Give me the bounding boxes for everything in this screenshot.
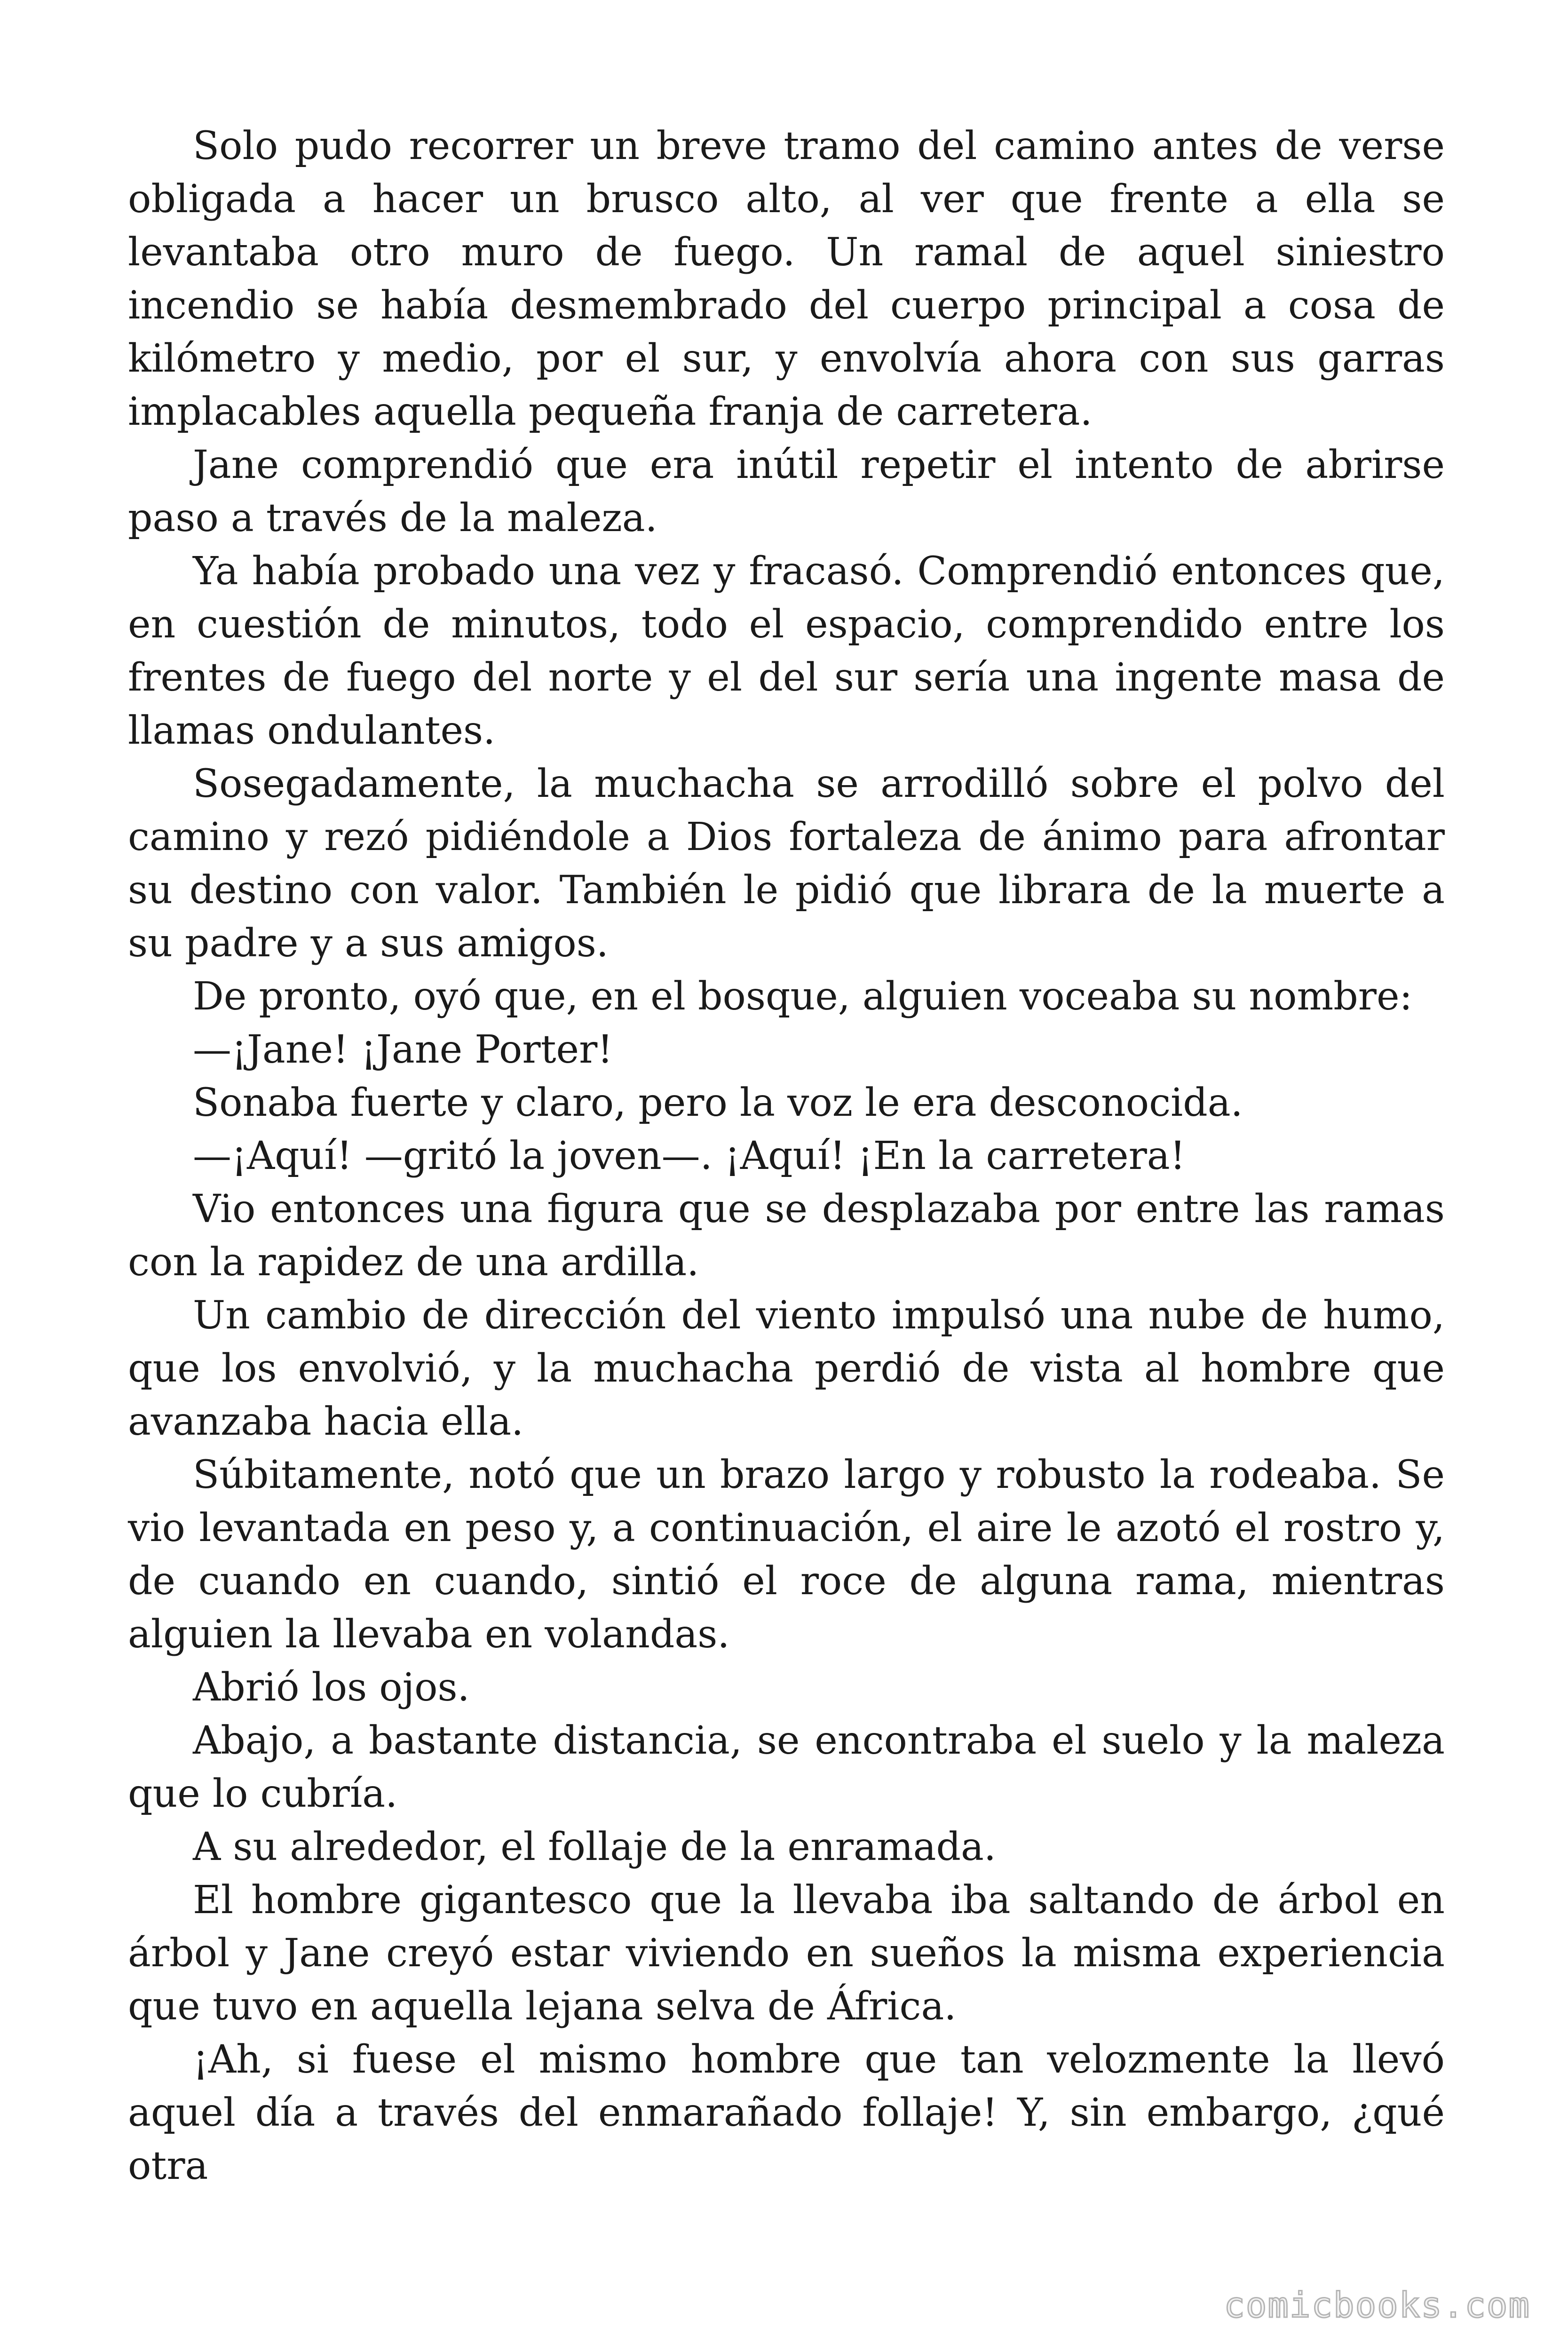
paragraph-3: Ya había probado una vez y fracasó. Comprendió entonces que, en cuestión de minutos, todo el espacio, comprendido entre los frentes de fuego del norte y el del sur sería una ingente masa de llamas ondulantes. [128, 549, 1445, 753]
paragraph-8: —¡Aquí! —gritó la joven—. ¡Aquí! ¡En la carretera! [193, 1134, 1186, 1178]
paragraph-10: Un cambio de dirección del viento impulsó una nube de humo, que los envolvió, y la muchacha perdió de vista al hombre que avanzaba hacia ella. [128, 1293, 1445, 1444]
paragraph-15: El hombre gigantesco que la llevaba iba saltando de árbol en árbol y Jane creyó estar viviendo en sueños la misma experiencia que tuvo en aquella lejana selva de África. [128, 1878, 1445, 2029]
paragraph-9: Vio entonces una figura que se desplazaba por entre las ramas con la rapidez de una ardilla. [128, 1187, 1445, 1285]
paragraph-14: A su alrededor, el follaje de la enramada. [193, 1825, 996, 1869]
watermark: comicbooks.com [1224, 2285, 1530, 2326]
paragraph-5: De pronto, oyó que, en el bosque, alguien voceaba su nombre: [193, 974, 1413, 1019]
paragraph-7: Sonaba fuerte y claro, pero la voz le era desconocida. [193, 1081, 1243, 1125]
paragraph-16: ¡Ah, si fuese el mismo hombre que tan velozmente la llevó aquel día a través del enmarañado follaje! Y, sin embargo, ¿qué otra [128, 2037, 1445, 2188]
paragraph-12: Abrió los ojos. [193, 1665, 470, 1710]
body-text [128, 119, 1445, 2193]
paragraph-11: Súbitamente, notó que un brazo largo y robusto la rodeaba. Se vio levantada en peso y, a continuación, el aire le azotó el rostro y, de cuando en cuando, sintió el roce de alguna rama, mientras alguien la llevaba en volandas. [128, 1453, 1445, 1657]
paragraph-13: Abajo, a bastante distancia, se encontraba el suelo y la maleza que lo cubría. [128, 1718, 1445, 1816]
paragraph-4: Sosegadamente, la muchacha se arrodilló sobre el polvo del camino y rezó pidiéndole a Dios fortaleza de ánimo para afrontar su destino con valor. También le pidió que librara de la muerte a su padre y a sus amigos. [128, 762, 1445, 966]
paragraph-2: Jane comprendió que era inútil repetir el intento de abrirse paso a través de la maleza. [128, 443, 1445, 540]
paragraph-6: —¡Jane! ¡Jane Porter! [193, 1027, 613, 1072]
paragraph-1: Solo pudo recorrer un breve tramo del camino antes de verse obligada a hacer un brusco alto, al ver que frente a ella se levantaba otro muro de fuego. Un ramal de aquel siniestro incendio se había desmembrado del cuerpo principal a cosa de kilómetro y medio, por el sur, y envolvía ahora con sus garras implacables aquella pequeña franja de carretera. [128, 124, 1445, 434]
